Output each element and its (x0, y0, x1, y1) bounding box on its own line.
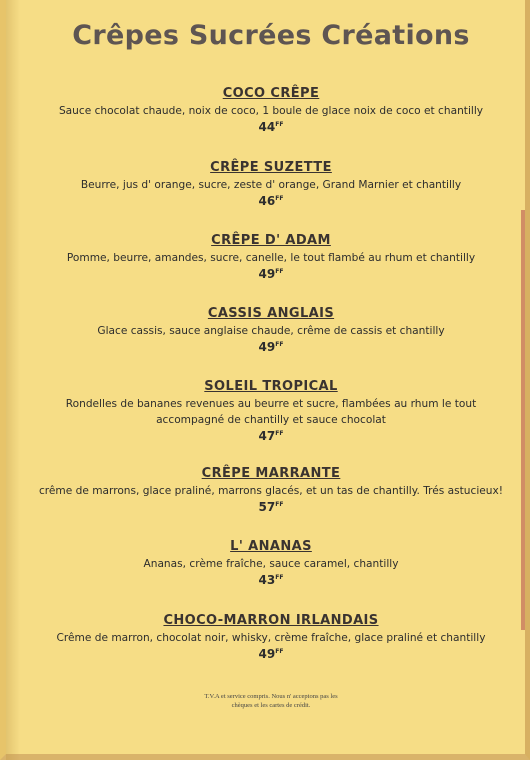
price-value: 49 (258, 340, 276, 354)
item-price (6, 573, 530, 587)
currency-label: FF (275, 574, 284, 581)
menu-item (6, 609, 530, 661)
price-value: 49 (258, 267, 276, 281)
menu-item (6, 462, 530, 514)
item-description: Sauce chocolat chaude, noix de coco, 1 boule de glace noix de coco et chantilly (58, 105, 484, 117)
menu-item (6, 375, 530, 443)
currency-label: FF (275, 648, 284, 655)
item-name: CRÊPE MARRANTE (201, 466, 341, 481)
menu-item (6, 302, 530, 354)
footnote (6, 692, 530, 710)
menu-item (6, 82, 530, 134)
price-value: 46 (258, 194, 276, 208)
item-name: CRÊPE D' ADAM (211, 233, 331, 248)
menu-item (6, 156, 530, 208)
price-value: 44 (258, 120, 276, 134)
currency-label: FF (275, 341, 284, 348)
item-name: CASSIS ANGLAIS (207, 306, 335, 321)
item-description: Crême de marron, chocolat noir, whisky, crème fraîche, glace praliné et chantilly (56, 632, 486, 644)
item-name: L' ANANAS (230, 539, 312, 554)
item-price (6, 429, 530, 443)
item-name: CRÊPE SUZETTE (210, 160, 332, 175)
price-value: 47 (258, 429, 276, 443)
item-description: Beurre, jus d' orange, sucre, zeste d' orange, Grand Marnier et chantilly (80, 179, 462, 191)
item-name: COCO CRÊPE (222, 86, 320, 101)
currency-label: FF (275, 501, 284, 508)
price-value: 57 (258, 500, 276, 514)
item-price (6, 647, 530, 661)
item-price (6, 500, 530, 514)
item-description: Pomme, beurre, amandes, sucre, canelle, le tout flambé au rhum et chantilly (66, 252, 476, 264)
item-price (6, 267, 530, 281)
item-price (6, 120, 530, 134)
price-value: 49 (258, 647, 276, 661)
menu-item (6, 535, 530, 587)
price-value: 43 (258, 573, 276, 587)
currency-label: FF (275, 268, 284, 275)
item-name: SOLEIL TROPICAL (204, 379, 338, 394)
item-price (6, 340, 530, 354)
item-description: crême de marrons, glace praliné, marrons glacés, et un tas de chantilly. Trés astucieux! (38, 485, 504, 497)
item-name: CHOCO-MARRON IRLANDAIS (163, 613, 379, 628)
item-description: Glace cassis, sauce anglaise chaude, crême de cassis et chantilly (97, 325, 445, 337)
footnote-line: T.V.A et service compris. Nous n' acceptons pas les (204, 693, 338, 700)
item-description: Rondelles de bananes revenues au beurre et sucre, flambées au rhum le tout accompagné de chantilly et sauce chocolat (65, 398, 477, 426)
currency-label: FF (275, 430, 284, 437)
menu-item (6, 229, 530, 281)
currency-label: FF (275, 121, 284, 128)
menu-title: Crêpes Sucrées Créations (72, 20, 470, 51)
item-description: Ananas, crème fraîche, sauce caramel, chantilly (143, 558, 399, 570)
currency-label: FF (275, 195, 284, 202)
footnote-line: chèques et les cartes de crédit. (231, 702, 311, 709)
item-price (6, 194, 530, 208)
